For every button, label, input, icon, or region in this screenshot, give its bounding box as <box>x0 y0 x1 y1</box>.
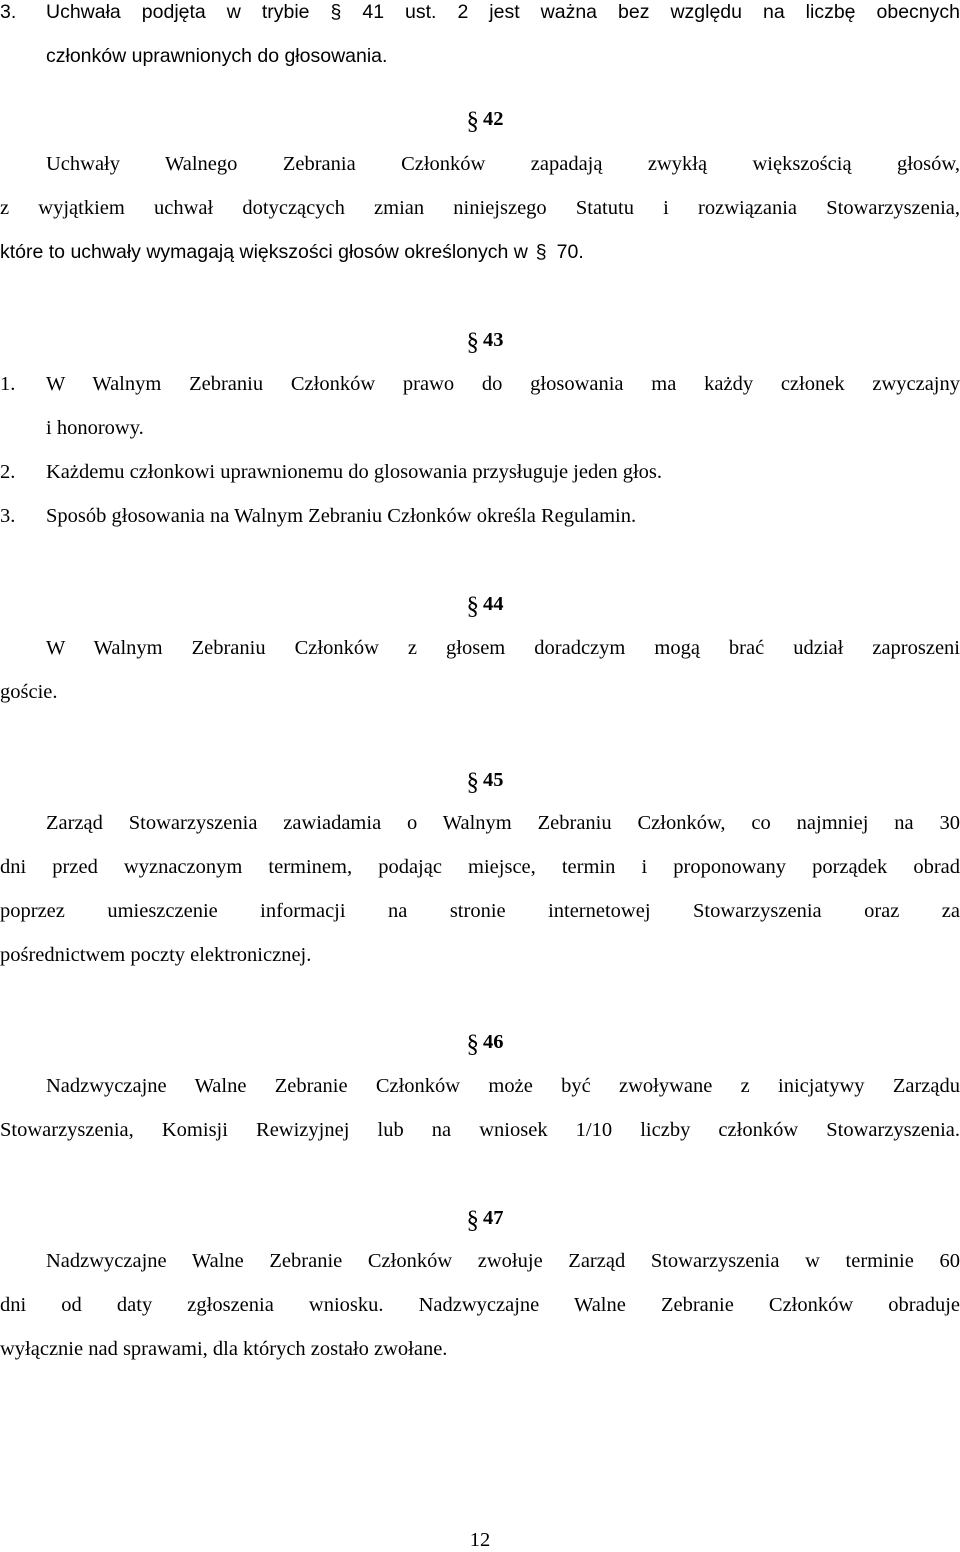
section-43-heading <box>0 327 960 356</box>
section-42-number: 42 <box>483 108 504 130</box>
section-45-heading <box>0 767 960 796</box>
section-43-item1-line2: i honorowy. <box>46 417 144 439</box>
section-45-line2: dni przed wyznaczonym terminem, podając miejsce, termin i proponowany porządek obrad <box>0 856 960 878</box>
section-sign-icon: § <box>466 108 479 135</box>
section-44-line2: goście. <box>0 681 58 703</box>
section-42-heading <box>0 106 960 135</box>
section-45-line3: poprzez umieszczenie informacji na stronie internetowej Stowarzyszenia oraz za <box>0 900 960 922</box>
section-42-line3-text: które to uchwały wymagają większości głosów określonych w <box>0 241 528 263</box>
section-47-number: 47 <box>483 1207 504 1229</box>
section-sign-icon: § <box>535 241 547 263</box>
section-46-heading <box>0 1029 960 1058</box>
section-43-item3-number: 3. <box>0 505 16 527</box>
section-43-item1-line1: W Walnym Zebraniu Członków prawo do głosowania ma każdy członek zwyczajny <box>46 373 960 395</box>
section-45-line4: pośrednictwem poczty elektronicznej. <box>0 944 312 966</box>
section-47-heading <box>0 1205 960 1234</box>
top-item3-line2: członków uprawnionych do głosowania. <box>46 45 388 67</box>
section-47-line1: Nadzwyczajne Walne Zebranie Członków zwołuje Zarząd Stowarzyszenia w terminie 60 <box>46 1250 960 1272</box>
section-42-line3 <box>0 240 960 264</box>
page-number: 12 <box>469 1529 491 1551</box>
section-43-item2-number: 2. <box>0 461 16 483</box>
section-42-line1: Uchwały Walnego Zebrania Członków zapadają zwykłą większością głosów, <box>46 153 960 175</box>
section-sign-icon: § <box>466 1207 479 1234</box>
section-sign-icon: § <box>466 593 479 620</box>
section-44-number: 44 <box>483 593 504 615</box>
section-44-heading <box>0 591 960 620</box>
section-43-item3-text: Sposób głosowania na Walnym Zebraniu Członków określa Regulamin. <box>46 505 637 527</box>
section-47-line2: dni od daty zgłoszenia wniosku. Nadzwyczajne Walne Zebranie Członków obraduje <box>0 1294 960 1316</box>
section-43-item2-text: Każdemu członkowi uprawnionemu do glosowania przysługuje jeden głos. <box>46 461 662 483</box>
section-45-line1: Zarząd Stowarzyszenia zawiadamia o Walnym Zebraniu Członków, co najmniej na 30 <box>46 812 960 834</box>
section-43-item1-number: 1. <box>0 373 16 395</box>
section-sign-icon: § <box>466 1031 479 1058</box>
section-46-line1: Nadzwyczajne Walne Zebranie Członków może być zwoływane z inicjatywy Zarządu <box>46 1075 960 1097</box>
section-42-reference: 70. <box>556 241 584 263</box>
section-sign-icon: § <box>466 329 479 356</box>
section-46-line2: Stowarzyszenia, Komisji Rewizyjnej lub na wniosek 1/10 liczby członków Stowarzyszenia. <box>0 1119 960 1141</box>
section-44-line1: W Walnym Zebraniu Członków z głosem doradczym mogą brać udział zaproszeni <box>46 637 960 659</box>
top-item3-number: 3. <box>0 1 17 23</box>
section-sign-icon: § <box>466 769 479 796</box>
section-45-number: 45 <box>483 769 504 791</box>
section-43-number: 43 <box>483 329 504 351</box>
section-47-line3: wyłącznie nad sprawami, dla których zostało zwołane. <box>0 1338 448 1360</box>
section-46-number: 46 <box>483 1031 504 1053</box>
section-42-line2: z wyjątkiem uchwał dotyczących zmian niniejszego Statutu i rozwiązania Stowarzyszenia, <box>0 197 960 219</box>
top-item3-line1: Uchwała podjęta w trybie § 41 ust. 2 jest ważna bez względu na liczbę obecnych <box>46 1 960 23</box>
